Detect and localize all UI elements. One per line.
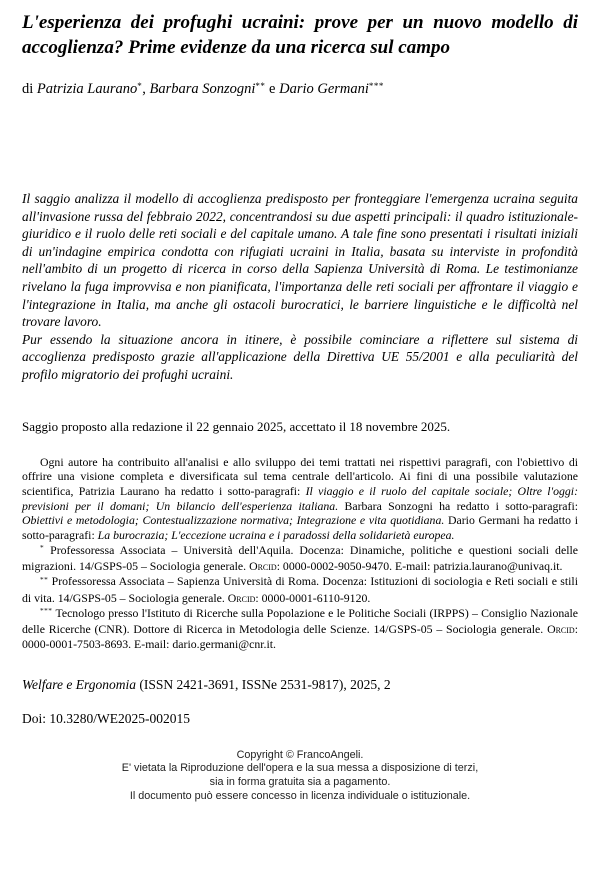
contribution-text-2: Barbara Sonzogni ha redatto i sotto-paragrafi: <box>338 498 578 513</box>
email-address: dario.germani@cnr.it <box>172 636 274 651</box>
byline-separator-2: e <box>265 81 280 97</box>
footnote-3-marker: *** <box>40 606 53 616</box>
footnote-3-orcid-id: : 0000-0001-7503-8693. E-mail: <box>22 622 578 651</box>
copyright-block <box>22 749 578 804</box>
footnote-marker-1: * <box>137 80 143 91</box>
contribution-text-1: Ogni autore ha contribuito all'analisi e allo sviluppo dei temi trattati nei rispettivi paragrafi, con l'obiettivo di offrire una visione completa e diversificata sul tema centrale dell'articolo. Ai fini di una possibile valutazione scientifica, Patrizia Laurano ha redatto i sotto-paragrafi: <box>22 454 578 498</box>
author-name-2: Barbara Sonzogni <box>149 81 256 97</box>
email-address: patrizia.laurano@univaq.it <box>433 559 560 574</box>
author-name-3: Dario Germani <box>279 81 369 97</box>
contribution-sections-laurano: Il viaggio e il ruolo del capitale sociale; Oltre l'oggi: previsioni per il domani; Un bilancio dell'esperienza italiana. <box>22 483 578 513</box>
orcid-label: Orcid <box>227 590 256 605</box>
byline-separator-1: , <box>142 81 150 97</box>
contribution-sections-sonzogni: Obiettivi e metodologia; Contestualizzazione normativa; Integrazione e vita quotidiana. <box>22 513 445 528</box>
orcid-label: Orcid <box>547 622 575 637</box>
footnote-1-orcid-id: : 0000-0002-9050-9470. E-mail: <box>276 559 434 574</box>
journal-line <box>22 676 578 693</box>
abstract-paragraph-2: Pur essendo la situazione ancora in itinere, è possibile cominciare a riflettere sul sistema di accoglienza predisposto grazie all'applicazione della Direttiva UE 55/2001 e alla peculiarità del profilo migratorio dei profughi ucraini. <box>22 331 578 382</box>
copyright-line-2: E' vietata la Riproduzione dell'opera e la sua messa a disposizione di terzi, <box>121 762 479 775</box>
byline <box>22 80 578 100</box>
copyright-line-1: Copyright © FrancoAngeli. <box>236 748 364 761</box>
footnote-marker-3: *** <box>368 80 384 91</box>
footnote-marker-2: ** <box>255 80 266 91</box>
footnote-1-text: Professoressa Associata – Università dell'Aquila. Docenza: Dinamiche, politiche e questioni sociali delle migrazioni. 14/GSPS-05 – Sociologia generale. <box>22 542 578 574</box>
footnote-1-end: . <box>559 559 563 574</box>
author-footnote-3 <box>22 606 578 652</box>
copyright-line-4: Il documento può essere concesso in licenza individuale o istituzionale. <box>129 790 471 803</box>
article-title: L'esperienza dei profughi ucraini: prove per un nuovo modello di accoglienza? Prime evidenze da una ricerca sul campo <box>22 12 578 58</box>
submission-note: Saggio proposto alla redazione il 22 gennaio 2025, accettato il 18 novembre 2025. <box>22 418 451 434</box>
copyright-line-3: sia in forma gratuita sia a pagamento. <box>209 776 391 789</box>
author-footnote-2 <box>22 574 578 605</box>
byline-prefix: di <box>22 81 37 97</box>
contribution-sections-germani: La burocrazia; L'eccezione ucraina e i paradossi della solidarietà europea. <box>97 528 455 543</box>
contribution-note <box>22 455 578 543</box>
contribution-text-3: Dario Germani ha redatto i sotto-paragrafi: <box>22 513 578 543</box>
orcid-label: Orcid <box>249 559 277 574</box>
footnote-2-text: Professoressa Associata – Sapienza Università di Roma. Docenza: Istituzioni di sociologia e Reti sociali e stili di vita. 14/GSPS-05 – Sociologia generale. <box>22 574 578 605</box>
footnote-3-end: . <box>273 636 276 651</box>
author-name-1: Patrizia Laurano <box>36 81 138 97</box>
journal-issn-info: (ISSN 2421-3691, ISSNe 2531-9817), 2025, 2 <box>136 676 391 692</box>
abstract-paragraph-1: Il saggio analizza il modello di accoglienza predisposto per fronteggiare l'emergenza ucraina seguita all'invasione russa del febbraio 2022, concentrandosi su due aspetti principali: il quadro istituzionale-giuridico e il ruolo delle reti sociali e del capitale umano. A tale fine sono presentati i risultati iniziali di un'indagine empirica condotta con rifugiati ucraini in Italia, basata su interviste in profondità nell'ambito di un progetto di ricerca in corso della Sapienza Università di Roma. Le testimonianze rivelano la fuga improvvisa e non pianificata, l'importanza delle reti sociali per affrontare il viaggio e l'integrazione in Italia, ma anche gli ostacoli burocratici, le barriere linguistiche e le difficoltà nel trovare lavoro. <box>22 191 578 330</box>
footnote-1-marker: * <box>40 543 45 553</box>
footnote-2-orcid-id: : 0000-0001-6110-9120. <box>255 590 371 605</box>
footnotes-block <box>22 455 578 652</box>
footnote-3-text: Tecnologo presso l'Istituto di Ricerche sulla Popolazione e le Politiche Sociali (IRPPS) – Consiglio Nazionale delle Ricerche (CNR). Dottore di Ricerca in Metodologia delle Scienze. 14/GSPS-05 – Sociologia generale. <box>22 605 578 637</box>
footnote-2-marker: ** <box>40 574 49 584</box>
doi-line: Doi: 10.3280/WE2025-002015 <box>22 710 190 726</box>
author-footnote-1 <box>22 543 578 574</box>
journal-title: Welfare e Ergonomia <box>22 676 136 692</box>
abstract <box>22 190 578 384</box>
